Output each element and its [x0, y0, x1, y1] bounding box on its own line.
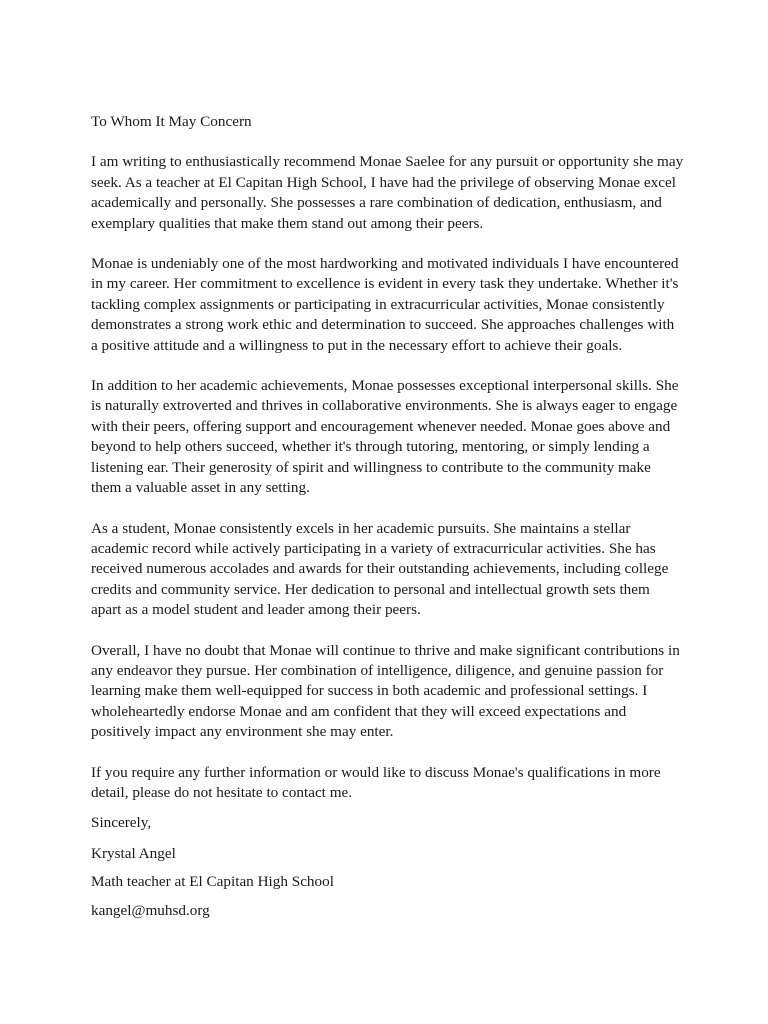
spacer [91, 893, 691, 901]
spacer [91, 356, 691, 376]
spacer [91, 132, 691, 152]
recommendation-letter [91, 112, 691, 921]
signature-email: kangel@muhsd.org [91, 901, 210, 919]
paragraph-line: detail, please do not hesitate to contact me. [91, 783, 353, 801]
paragraph-line: exemplary qualities that make them stand out among their peers. [91, 214, 484, 232]
paragraph-line: If you require any further information or would like to discuss Monae's qualifications in more [91, 763, 661, 781]
paragraph-line: Monae is undeniably one of the most hardworking and motivated individuals I have encountered [91, 255, 679, 273]
signature-title: Math teacher at El Capitan High School [91, 873, 334, 891]
paragraph-line: apart as a model student and leader among their peers. [91, 601, 421, 619]
spacer [91, 499, 691, 519]
signature-name: Krystal Angel [91, 844, 176, 862]
body-paragraph [91, 152, 691, 234]
paragraph-line: is naturally extroverted and thrives in collaborative environments. She is always eager to engage [91, 397, 678, 415]
paragraph-line: any endeavor they pursue. Her combination of intelligence, diligence, and genuine passion for [91, 661, 664, 679]
spacer [91, 621, 691, 641]
paragraph-line: credits and community service. Her dedication to personal and intellectual growth sets them [91, 580, 650, 598]
paragraph-line: academic record while actively participating in a variety of extracurricular activities. She has [91, 539, 656, 557]
paragraph-line: wholeheartedly endorse Monae and am confident that they will exceed expectations and [91, 702, 627, 720]
paragraph-line: Overall, I have no doubt that Monae will continue to thrive and make significant contributions in [91, 641, 680, 659]
spacer [91, 834, 691, 844]
paragraph-line: in my career. Her commitment to excellence is evident in every task they undertake. Whether it's [91, 275, 679, 293]
spacer [91, 864, 691, 872]
spacer [91, 234, 691, 254]
paragraph-line: listening ear. Their generosity of spirit and willingness to contribute to the community make [91, 458, 651, 476]
paragraph-line: received numerous accolades and awards for their outstanding achievements, including college [91, 560, 669, 578]
body-paragraph [91, 376, 691, 498]
salutation: To Whom It May Concern [91, 113, 252, 130]
body-paragraph [91, 254, 691, 356]
paragraph-line: them a valuable asset in any setting. [91, 479, 310, 497]
letter-body [91, 152, 691, 803]
closing: Sincerely, [91, 814, 152, 832]
body-paragraph [91, 641, 691, 743]
paragraph-line: positively impact any environment she may enter. [91, 723, 394, 741]
paragraph-line: I am writing to enthusiastically recommend Monae Saelee for any pursuit or opportunity she may [91, 153, 684, 171]
paragraph-line: As a student, Monae consistently excels in her academic pursuits. She maintains a stellar [91, 519, 631, 537]
paragraph-line: a positive attitude and a willingness to put in the necessary effort to achieve their goals. [91, 336, 623, 354]
body-paragraph [91, 519, 691, 621]
paragraph-line: In addition to her academic achievements, Monae possesses exceptional interpersonal skills. She [91, 377, 679, 395]
paragraph-line: academically and personally. She possesses a rare combination of dedication, enthusiasm, and [91, 194, 662, 212]
paragraph-line: tackling complex assignments or participating in extracurricular activities, Monae consistently [91, 295, 665, 313]
paragraph-line: beyond to help others succeed, whether it's through tutoring, mentoring, or simply lending a [91, 438, 650, 456]
paragraph-line: demonstrates a strong work ethic and determination to succeed. She approaches challenges with [91, 316, 675, 334]
body-paragraph [91, 763, 691, 804]
spacer [91, 743, 691, 763]
paragraph-line: with their peers, offering support and encouragement whenever needed. Monae goes above and [91, 417, 671, 435]
paragraph-line: learning make them well-equipped for success in both academic and professional settings. I [91, 682, 648, 700]
paragraph-line: seek. As a teacher at El Capitan High School, I have had the privilege of observing Monae excel [91, 173, 676, 191]
